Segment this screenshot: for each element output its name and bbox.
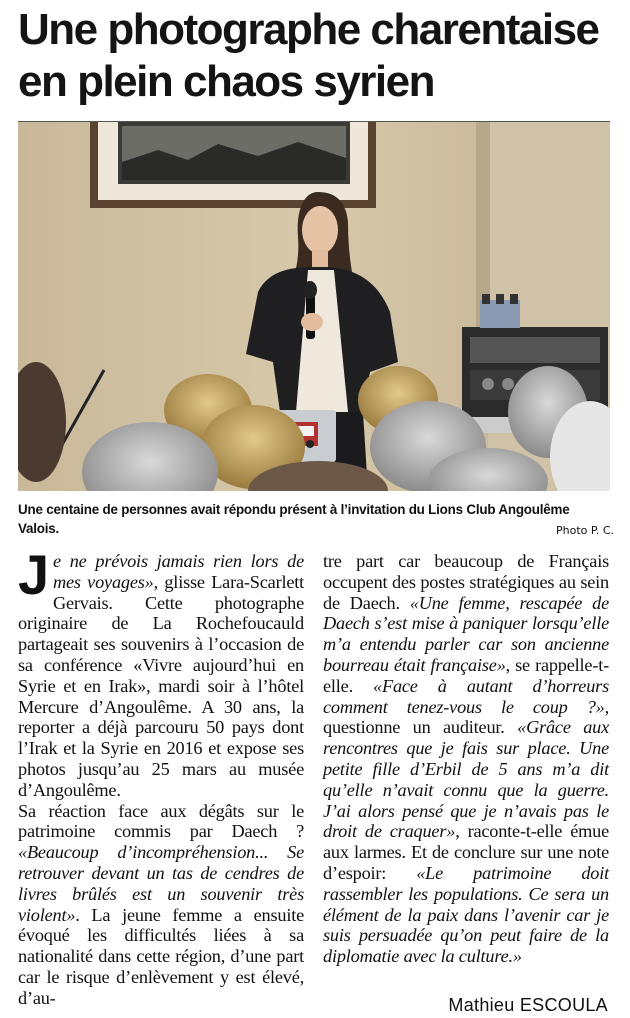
quote-rencontres: «Grâce aux rencontres que je fais sur place. Une petite fille d’Erbil de 5 ans m’a dit qu’elle n’avait connu que la guerre. J’ai alors pensé que je n’avais pas le droit de craquer» (323, 717, 610, 842)
paragraph-3-text-a: tre part car beaucoup de Français occupent des postes stratégiques au sein de Daech. (323, 551, 609, 613)
quote-rescapee: «Une femme, rescapée de Daech s’est mise à paniquer lorsqu’elle m’a entendu parler car son ancienne bourreau était française» (323, 592, 609, 675)
paragraph-3-text-b: , se rappelle-t-elle. (323, 654, 609, 696)
paragraph-3 (323, 551, 609, 967)
photo-icon (18, 122, 610, 491)
dropcap: J (18, 543, 49, 606)
article-column-right (323, 551, 609, 967)
paragraph-2-text-a: Sa réaction face aux dégâts sur le patrimoine commis par Daech ? (18, 800, 304, 842)
quote-question: «Face à autant d’horreurs comment tenez-vous le coup ?» (323, 675, 609, 717)
paragraph-3-text-c: , questionne un auditeur. (323, 696, 609, 738)
photo-credit: Photo P. C. (556, 524, 614, 537)
author-byline: Mathieu ESCOULA (448, 995, 608, 1015)
article-photo (18, 121, 610, 491)
quote-incomprehension: «Beaucoup d’incompréhension... Se retrouver devant un tas de cendres de livres brûlés est un souvenir très violent» (18, 842, 304, 925)
quote-patrimoine: «Le patrimoine doit rassembler les populations. Ce sera un élément de la paix dans l’avenir car je suis persuadée qu’on peut faire de la diplomatie avec la culture.» (323, 862, 610, 967)
paragraph-2-text-b: . La jeune femme a ensuite évoqué les difficultés liées à sa nationalité dans cette région, d’une part car le risque d’enlèvement y est élevé, d’au- (18, 904, 304, 1008)
article-column-left (18, 543, 305, 1009)
headline-line-1: Une photographe charentaise (18, 5, 599, 54)
headline-line-2: en plein chaos syrien (18, 57, 434, 106)
photo-caption: Une centaine de personnes avait répondu présent à l’invitation du Lions Club Angoulême Valois. (18, 502, 570, 536)
paragraph-3-text-d: , raconte-t-elle émue aux larmes. Et de conclure sur une note d’espoir: (323, 821, 610, 883)
paragraph-2 (18, 801, 304, 1009)
headline (18, 4, 618, 108)
quote-opening: e ne prévois jamais rien lors de mes voyages» (52, 551, 304, 592)
paragraph-1-text: , glisse Lara-Scarlett Gervais. Cette photographe originaire de La Rochefoucauld partageait ses souvenirs à l’occasion de sa conférence «Vivre aujourd’hui en Syrie et en Irak», mardi soir à l’hôtel Mercure d’Angoulême. A 30 ans, la reporter a déjà parcouru 50 pays dont l’Irak et la Syrie en 2016 et expose ses photos jusqu’au 25 mars au musée d’Angoulême. (18, 571, 305, 800)
paragraph-1 (18, 543, 305, 801)
